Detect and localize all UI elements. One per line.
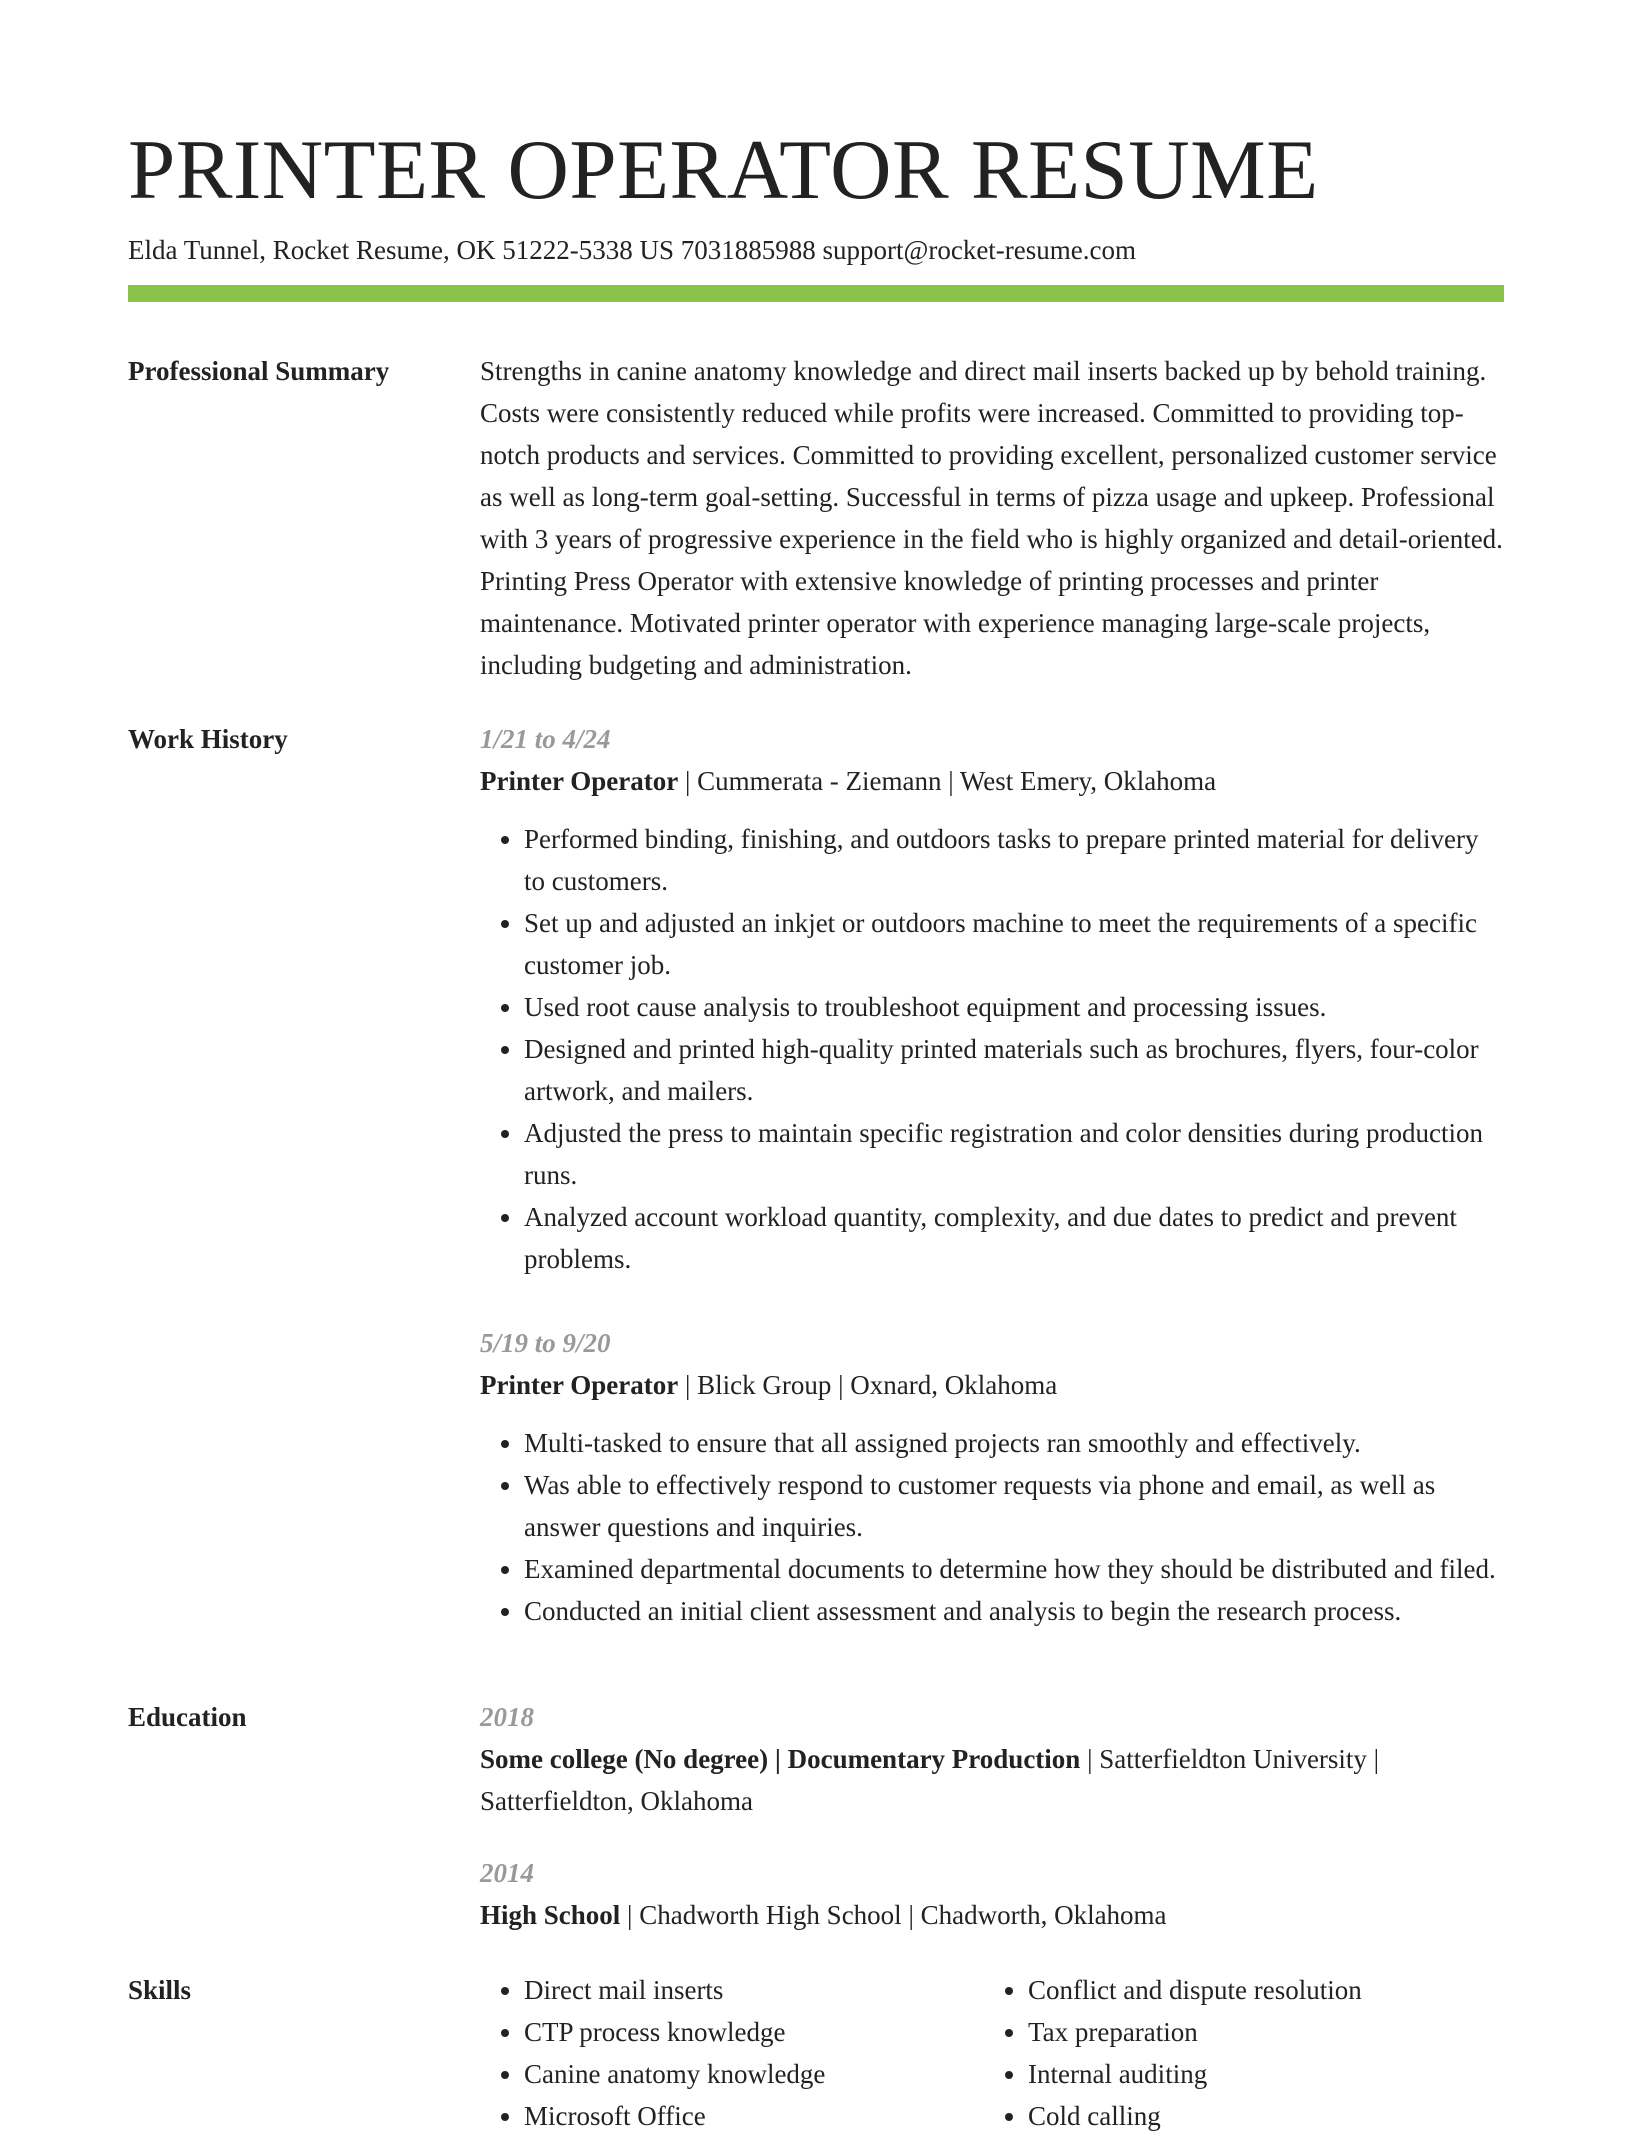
resume-title: PRINTER OPERATOR RESUME xyxy=(128,123,1319,217)
job-bullet: • Designed and printed high-quality printed materials such as brochures, flyers, four-color artwork, and mailers. xyxy=(524,1028,1504,1112)
job-heading xyxy=(480,1364,1504,1406)
summary-body xyxy=(480,350,1504,686)
job-title: Printer Operator xyxy=(480,766,679,796)
job-bullet: • Multi-tasked to ensure that all assigned projects ran smoothly and effectively. xyxy=(524,1422,1504,1464)
skill-item: • CTP process knowledge xyxy=(524,2011,980,2053)
education-entry xyxy=(480,1696,1504,1822)
job-date: 1/21 to 4/24 xyxy=(480,724,611,754)
education-body xyxy=(480,1696,1504,1950)
job-heading xyxy=(480,760,1504,802)
work-history-body xyxy=(480,718,1504,1646)
section-heading-work-history: Work History xyxy=(128,724,288,754)
skill-item: • Canine anatomy knowledge xyxy=(524,2053,980,2095)
education-degree: Some college (No degree) | Documentary Production xyxy=(480,1744,1081,1774)
education-date: 2018 xyxy=(480,1702,534,1732)
education-details: | Satterfieldton University | Satterfieldton, Oklahoma xyxy=(480,1744,1380,1816)
job-entry xyxy=(480,1322,1504,1632)
job-details: | Blick Group | Oxnard, Oklahoma xyxy=(678,1370,1058,1400)
job-bullet: • Analyzed account workload quantity, complexity, and due dates to predict and prevent problems. xyxy=(524,1196,1504,1280)
skill-item: • Microsoft Office xyxy=(524,2095,980,2137)
education-date: 2014 xyxy=(480,1858,534,1888)
section-heading-skills: Skills xyxy=(128,1975,192,2005)
job-entry xyxy=(480,718,1504,1280)
skill-item: • Internal auditing xyxy=(1028,2053,1484,2095)
job-bullet: • Performed binding, finishing, and outdoors tasks to prepare printed material for delivery to customers. xyxy=(524,818,1504,902)
job-details: | Cummerata - Ziemann | West Emery, Oklahoma xyxy=(678,766,1217,796)
skill-item: • Direct mail inserts xyxy=(524,1969,980,2011)
education-details: | Chadworth High School | Chadworth, Oklahoma xyxy=(620,1900,1167,1930)
job-bullet: • Examined departmental documents to determine how they should be distributed and filed. xyxy=(524,1548,1504,1590)
skill-item: • Tax preparation xyxy=(1028,2011,1484,2053)
job-bullets xyxy=(480,1422,1504,1632)
job-bullet: • Adjusted the press to maintain specific registration and color densities during production runs. xyxy=(524,1112,1504,1196)
job-title: Printer Operator xyxy=(480,1370,679,1400)
job-bullet: • Set up and adjusted an inkjet or outdoors machine to meet the requirements of a specific customer job. xyxy=(524,902,1504,986)
skill-item: • Conflict and dispute resolution xyxy=(1028,1969,1484,2011)
education-heading xyxy=(480,1738,1504,1822)
job-bullets xyxy=(480,818,1504,1280)
education-degree: High School xyxy=(480,1900,621,1930)
job-bullet: • Was able to effectively respond to customer requests via phone and email, as well as answer questions and inquiries. xyxy=(524,1464,1504,1548)
accent-divider xyxy=(128,285,1504,302)
job-date: 5/19 to 9/20 xyxy=(480,1328,611,1358)
education-heading xyxy=(480,1894,1504,1936)
section-heading-education: Education xyxy=(128,1702,247,1732)
job-bullet: • Conducted an initial client assessment and analysis to begin the research process. xyxy=(524,1590,1504,1632)
education-entry xyxy=(480,1852,1504,1936)
section-heading-summary: Professional Summary xyxy=(128,356,390,386)
contact-line: Elda Tunnel, Rocket Resume, OK 51222-5338 US 7031885988 support@rocket-resume.com xyxy=(128,235,1137,265)
summary-text: Strengths in canine anatomy knowledge and direct mail inserts backed up by behold training. Costs were consistently reduced while profits were increased. Committed to providing top-notch products and services. Committed to providing excellent, personalized customer service as well as long-term goal-setting. Successful in terms of pizza usage and upkeep. Professional with 3 years of progressive experience in the field who is highly organized and detail-oriented. Printing Press Operator with extensive knowledge of printing processes and printer maintenance. Motivated printer operator with experience managing large-scale projects, including budgeting and administration. xyxy=(480,356,1503,680)
job-bullet: • Used root cause analysis to troubleshoot equipment and processing issues. xyxy=(524,986,1504,1028)
skill-item: • Cold calling xyxy=(1028,2095,1484,2137)
